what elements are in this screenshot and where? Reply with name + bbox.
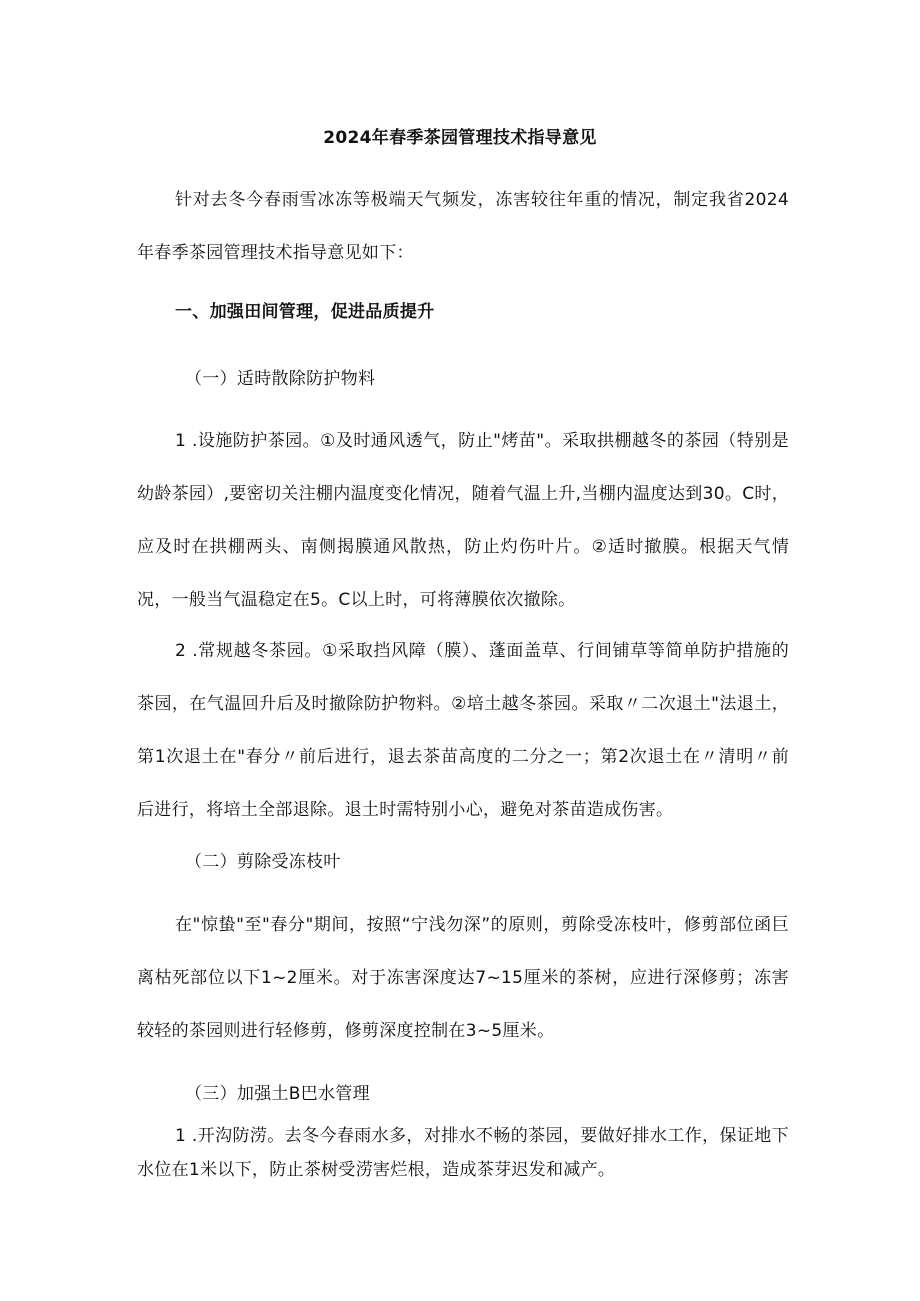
paragraph-facility-protection: 1 .设施防护茶园。①及时通风透气，防止"烤苗"。采取拱棚越冬的茶园（特别是幼龄茶园）,要密切关注棚内温度变化情况，随着气温上升,当棚内温度达到30。C时，应及时在拱棚两头、南侧揭膜通风散热，防止灼伤叶片。②适时撤膜。根据天气情况，一般当气温稳定在5。C以上时，可将薄膜依次撤除。 xyxy=(137,431,789,610)
document-title: 2024年春季茶园管理技术指导意见 xyxy=(323,128,597,148)
subsection-heading-3: （三）加强土B巴水管理 xyxy=(185,1084,370,1104)
paragraph-regular-overwintering: 2 .常规越冬茶园。①采取挡风障（膜）、蓬面盖草、行间铺草等简单防护措施的茶园，在气温回升后及时撤除防护物料。②培土越冬茶园。采取〃二次退土"法退土，第1次退土在"春分〃前后进行，退去茶苗高度的二分之一；第2次退土在〃清明〃前后进行，将培土全部退除。退土时需特别小心，避免对茶苗造成伤害。 xyxy=(137,641,789,820)
subsection-heading-1: （一）适時散除防护物料 xyxy=(185,369,376,389)
section-heading-1: 一、加强田间管理，促进品质提升 xyxy=(175,302,435,322)
paragraph-drainage: 1 .开沟防涝。去冬今春雨水多，对排水不畅的茶园，要做好排水工作，保证地下水位在1米以下，防止茶树受涝害烂根，造成茶芽迟发和减产。 xyxy=(137,1126,789,1180)
intro-paragraph: 针对去冬今春雨雪冰冻等极端天气频发，冻害较往年重的情况，制定我省2024年春季茶园管理技术指导意见如下： xyxy=(137,190,789,263)
paragraph-pruning: 在"惊蛰"至"春分"期间，按照“宁浅勿深”的原则，剪除受冻枝叶，修剪部位函巨离枯死部位以下1~2厘米。对于冻害深度达7~15厘米的茶树，应进行深修剪；冻害较轻的茶园则进行轻修剪，修剪深度控制在3~5厘米。 xyxy=(137,915,789,1041)
subsection-heading-2: （二）剪除受冻枝叶 xyxy=(185,852,341,872)
